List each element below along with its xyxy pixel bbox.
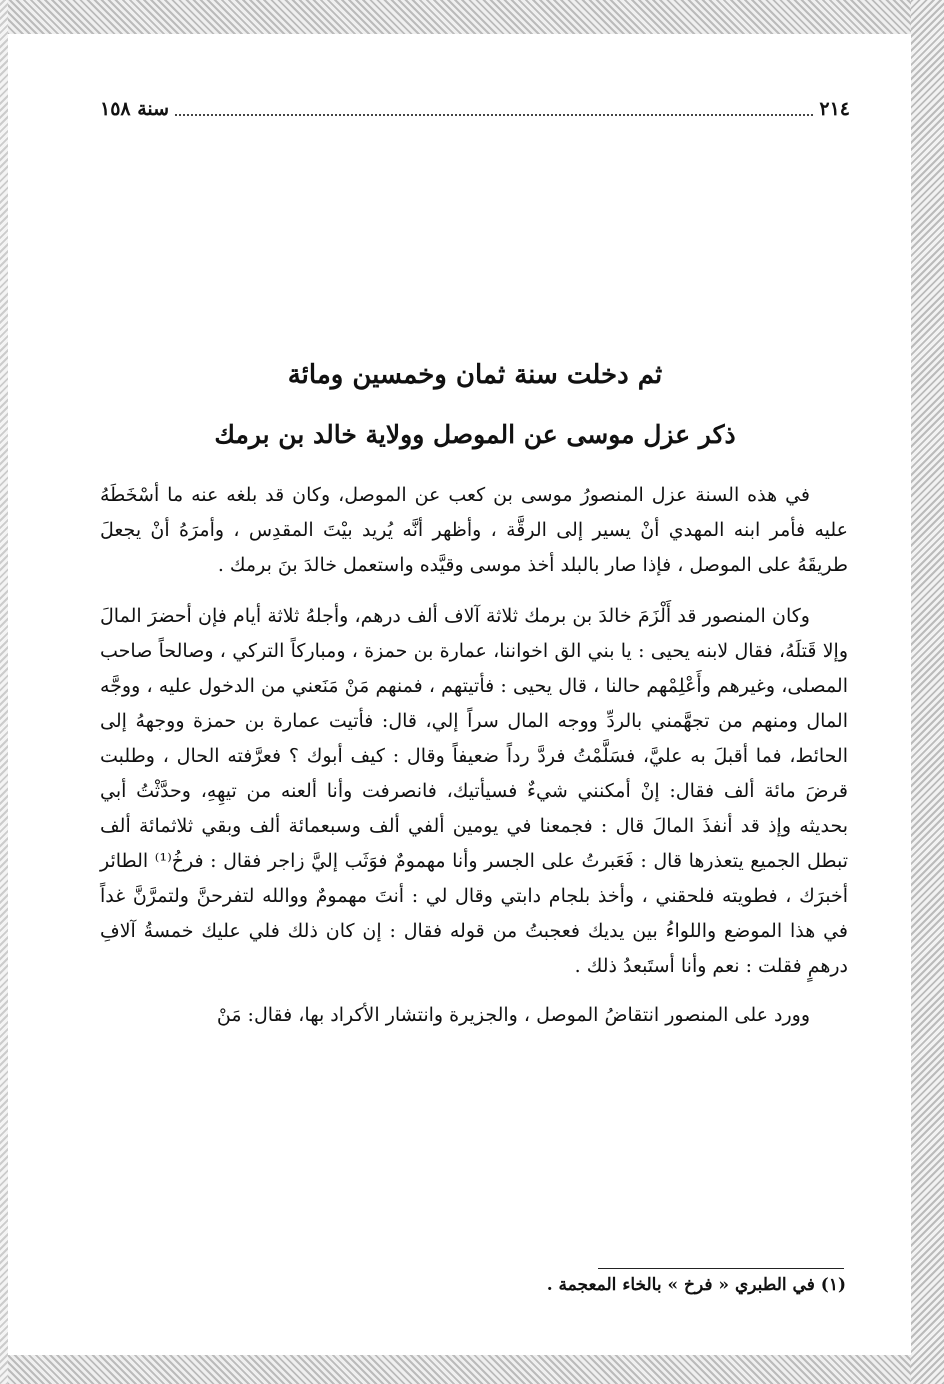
footnote-divider <box>598 1268 844 1269</box>
year-heading: ثم دخلت سنة ثمان وخمسين ومائة <box>287 360 663 390</box>
running-header <box>100 94 850 124</box>
scan-border-top <box>0 0 944 34</box>
scan-border-left <box>0 0 8 1384</box>
section-heading: ذكر عزل موسى عن الموصل وولاية خالد بن برمك <box>214 420 736 449</box>
paragraph-3: وورد على المنصور انتقاضُ الموصل ، والجزيرة وانتشار الأكراد بها، فقال: مَنْ <box>216 1004 810 1026</box>
scan-border-right <box>911 0 944 1384</box>
page-number: ٢١٤ <box>819 98 850 120</box>
running-title: سنة ١٥٨ <box>100 98 170 120</box>
header-dot-leader <box>175 102 813 116</box>
paragraph-2: وكان المنصور قد أَلْزَمَ خالدَ بن برمك ثلاثة آلاف ألف درهم، وأجلهُ ثلاثة أيام فإن أحضرَ المالَ وإلا قَتلَهُ، فقال لابنه يحيى : يا بني الق اخواننا، عمارة بن حمزة ، ومباركاً التركي ، وصالحاً صاحب المصلى، وغيرهم وأَعْلِمْهم حالنا ، قال يحيى : فأتيتهم ، فمنهم مَنْ مَنَعني من الدخول عليه ، ووجَّه المال ومنهم من تجهَّمني بالردِّ ووجه المال سراً إلي، قال: فأتيت عمارة بن حمزة ووجههُ إلى الحائط، فما أقبلَ به عليَّ، فسَلَّمْتُ فردَّ رداً ضعيفاً وقال : كيف أبوك ؟ فعرَّفته الحال ، وطلبت قرضَ مائة ألف فقال: إنْ أمكنني شيءٌ فسيأتيك، فانصرفت وأنا ألعنه من تيهِهِ، وحدَّثْتُ أبي بحديثه وإذ قد أنفذَ المالَ قال : فجمعنا في يومين ألفي ألف وسبعمائة ألف وبقي ثلاثمائة ألف تبطل الجميع يتعذرها قال : فَعَبرتُ على الجسر وأنا مهمومٌ فوَثَب إليَّ زاجر فقال : فرخُ⁽¹⁾ الطائر أخبرَك ، فطويته فلحقني ، وأخذ بلجام دابتي وقال لي : أنتَ مهمومٌ ووالله لتفرحنَّ ولتمرَّنَّ غداً في هذا الموضع واللواءُ بين يديك فعجبتُ من قوله فقال : إن كان ذلك فلي عليك خمسةُ آلافِ درهمٍ فقلت : نعم وأنا أستَبعدُ ذلك . <box>100 605 848 977</box>
scan-border-bottom <box>0 1355 944 1384</box>
body-text <box>100 478 848 1047</box>
footnote: (١) في الطبري « فرخ » بالخاء المعجمة . <box>546 1275 846 1295</box>
paragraph-1: في هذه السنة عزل المنصورُ موسى بن كعب عن الموصل، وكان قد بلغه عنه ما أسْخَطَهُ عليه فأمر ابنه المهدي أنْ يسير إلى الرقَّة ، وأظهر أنَّه يُريد بيْتَ المقدِس ، وأمرَهُ أنْ يجعلَ طريقَهُ على الموصل ، فإذا صار بالبلد أخذ موسى وقيَّده واستعمل خالدَ بنَ برمك . <box>100 484 848 576</box>
